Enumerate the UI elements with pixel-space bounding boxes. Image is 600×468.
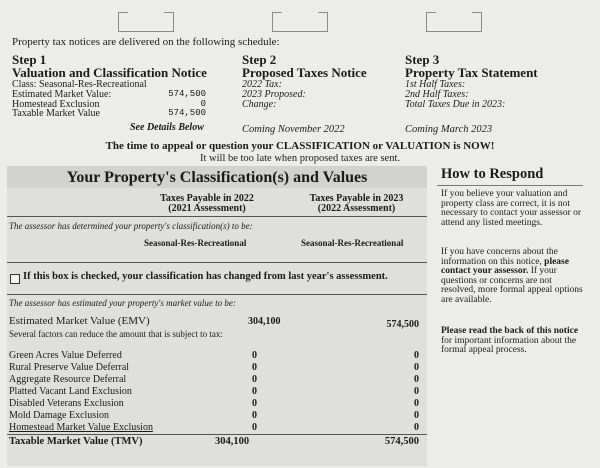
step3-line: 2nd Half Taxes: [405,89,469,100]
respond-text: for important information about the formal appeal process. [441,335,577,355]
step1-row-value: 574,500 [168,89,206,99]
step1-row-value: 574,500 [168,108,206,118]
step2-coming: Coming November 2022 [242,124,345,135]
row-label: Homestead Market Value Exclusion [9,422,153,433]
step2-number: Step 2 [242,52,277,67]
row-value-2022: 0 [252,362,257,373]
step2-title: Proposed Taxes Notice [242,65,367,80]
step2-line: 2022 Tax: [242,79,282,90]
classification-changed-checkbox[interactable] [10,274,20,284]
table-row [9,350,419,360]
row-value-2022: 0 [252,350,257,361]
row-value-2023: 0 [414,410,419,421]
row-label: Green Acres Value Deferred [9,350,122,361]
step1-class-line: Class: Seasonal-Res-Recreational [12,79,147,90]
row-value-2023: 0 [414,362,419,373]
class-2023: Seasonal-Res-Recreational [301,238,404,248]
respond-emphasis: please contact your assessor. [441,256,569,276]
row-label: Disabled Veterans Exclusion [9,398,124,409]
respond-text: If your questions or concerns are not resolved, more formal appeal options are available. [441,266,583,305]
step3-number: Step 3 [405,52,440,67]
divider [7,216,427,217]
tmv-label: Taxable Market Value (TMV) [9,436,143,447]
step1-row-label: Homestead Exclusion [12,98,100,110]
classification-title: Your Property's Classification(s) and Values [66,169,368,186]
column-header-line: Taxes Payable in 2023 [309,193,404,204]
divider [7,294,427,295]
row-value-2022: 0 [252,410,257,421]
emv-label: Estimated Market Value (EMV) [9,315,150,327]
assessor-class-note: The assessor has determined your property's classification(s) to be: [9,221,253,231]
divider [437,185,583,186]
respond-text: If you have concerns about the information on this notice, [441,247,558,267]
row-value-2023: 0 [414,422,419,433]
step1-block [12,53,206,119]
step2-block [242,53,392,110]
row-value-2023: 0 [414,350,419,361]
table-row [9,374,419,384]
see-details-note: See Details Below [130,122,204,133]
factors-note: Several factors can reduce the amount that is subject to tax: [9,329,223,339]
column-header-line: Taxes Payable in 2022 [160,193,254,204]
respond-paragraph-2 [441,248,586,305]
tmv-2023: 574,500 [384,436,419,447]
address-window-3 [426,12,482,32]
step2-line: Change: [242,99,277,110]
respond-paragraph-3 [441,327,586,356]
step1-number: Step 1 [12,52,47,67]
table-row [9,422,419,432]
table-row [9,410,419,420]
table-row [9,398,419,408]
row-value-2023: 0 [414,374,419,385]
step1-title: Valuation and Classification Notice [12,65,207,80]
row-label: Rural Preserve Value Deferral [9,362,130,373]
address-window-2 [272,12,328,32]
assessor-value-note: The assessor has estimated your property's market value to be: [9,298,236,308]
divider [7,262,427,263]
row-value-2022: 0 [252,386,257,397]
row-value-2022: 0 [252,398,257,409]
step2-line: 2023 Proposed: [242,89,306,100]
step1-row-label: Estimated Market Value: [12,89,112,100]
row-value-2022: 0 [252,422,257,433]
row-value-2022: 0 [252,374,257,385]
row-label: Mold Damage Exclusion [9,410,109,421]
emv-2023: 574,500 [386,319,419,330]
step3-block [405,53,595,110]
address-window-1 [118,12,174,32]
tmv-2022: 304,100 [215,436,250,447]
respond-paragraph-1: If you believe your valuation and property class are correct, it is not necessary to contact your assessor or attend any listed meetings. [441,189,582,228]
column-header-2022 [142,194,272,214]
step1-row-value: 0 [200,98,206,109]
step3-line: Total Taxes Due in 2023: [405,99,506,110]
step3-title: Property Tax Statement [405,65,538,80]
column-header-line: (2022 Assessment) [317,203,396,214]
column-header-2023 [290,194,423,214]
step3-coming: Coming March 2023 [405,124,493,135]
tmv-row [9,436,419,447]
classification-panel [7,166,427,466]
emv-2022: 304,100 [248,316,281,327]
row-label: Aggregate Resource Deferral [9,374,127,385]
row-value-2023: 0 [414,398,419,409]
appeal-deadline-warning: The time to appeal or question your CLASSIFICATION or VALUATION is NOW! [105,140,495,152]
how-to-respond-title: How to Respond [441,166,544,182]
table-row [9,386,419,396]
classification-changed-label: If this box is checked, your classification has changed from last year's assessment. [23,271,388,282]
table-row [9,362,419,372]
appeal-deadline-note: It will be too late when proposed taxes are sent. [199,153,401,164]
class-2022: Seasonal-Res-Recreational [144,238,247,248]
step1-row [12,109,206,119]
schedule-intro: Property tax notices are delivered on the following schedule: [12,36,280,48]
column-header-line: (2021 Assessment) [168,203,246,214]
respond-emphasis: Please read the back of this notice [441,326,579,336]
row-value-2023: 0 [414,386,419,397]
divider [7,434,427,435]
step3-line: 1st Half Taxes: [405,79,466,90]
emv-row [9,315,419,330]
row-label: Platted Vacant Land Exclusion [9,386,132,397]
step1-row-label: Taxable Market Value [12,108,100,119]
